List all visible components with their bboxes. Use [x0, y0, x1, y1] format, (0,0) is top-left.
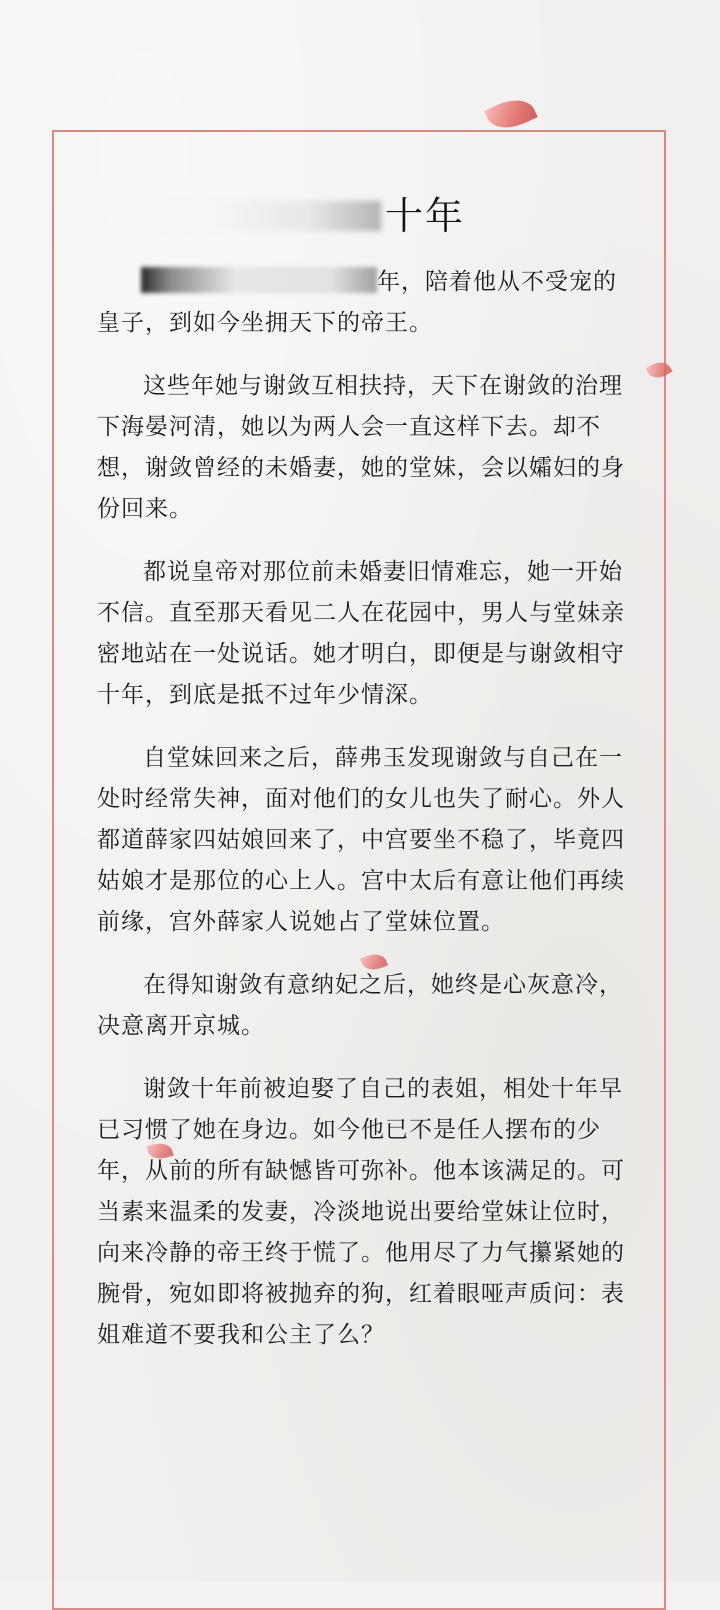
page-title: 十年 [385, 194, 466, 238]
redacted-text-region [141, 267, 377, 293]
paragraph [97, 262, 627, 344]
title-row [145, 193, 585, 243]
paragraph-text: 年，陪着他从不受宠的皇子，到如今坐拥天下的帝王。 [97, 269, 617, 336]
redacted-title-region [145, 201, 381, 231]
paragraph: 在得知谢敛有意纳妃之后，她终是心灰意冷，决意离开京城。 [97, 972, 623, 1039]
paragraph: 这些年她与谢敛互相扶持，天下在谢敛的治理下海晏河清，她以为两人会一直这样下去。却不想，谢敛曾经的未婚妻，她的堂妹，会以孀妇的身份回来。 [97, 373, 625, 522]
paragraph: 自堂妹回来之后，薛弗玉发现谢敛与自己在一处时经常失神，面对他们的女儿也失了耐心。外人都道薛家四姑娘回来了，中宫要坐不稳了，毕竟四姑娘才是那位的心上人。宫中太后有意让他们再续前缘，宫外薛家人说她占了堂妹位置。 [97, 745, 625, 935]
article-body [97, 262, 627, 1378]
paragraph: 都说皇帝对那位前未婚妻旧情难忘，她一开始不信。直至那天看见二人在花园中，男人与堂妹亲密地站在一处说话。她才明白，即便是与谢敛相守十年，到底是抵不过年少情深。 [97, 559, 625, 708]
paragraph: 谢敛十年前被迫娶了自己的表姐，相处十年早已习惯了她在身边。如今他已不是任人摆布的少年，从前的所有缺憾皆可弥补。他本该满足的。可当素来温柔的发妻，冷淡地说出要给堂妹让位时，向来冷静的帝王终于慌了。他用尽了力气攥紧她的腕骨，宛如即将被抛弃的狗，红着眼哑声质问：表姐难道不要我和公主了么？ [97, 1076, 625, 1348]
